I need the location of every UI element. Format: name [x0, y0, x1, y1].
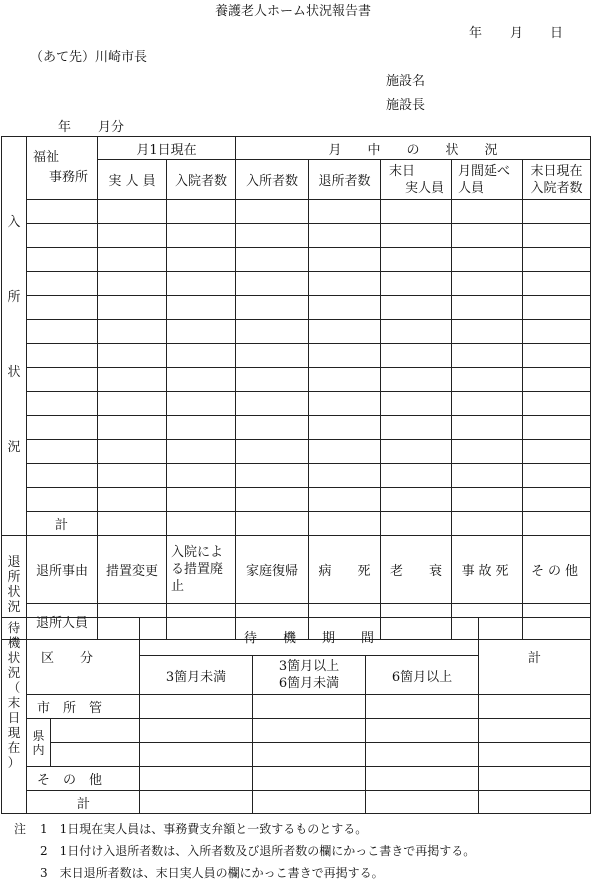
reason-hospital-abolition: 入院による措置廃止 — [167, 536, 236, 604]
table-row — [2, 296, 591, 320]
col-end-actual: 末日 実人員 — [381, 160, 452, 200]
col-discharged: 退所者数 — [309, 160, 381, 200]
row-city-jurisdiction: 市 所 管 — [27, 695, 140, 719]
reason-old-age: 老 衰 — [381, 536, 452, 604]
office-header: 福祉 事務所 — [27, 137, 98, 200]
reason-accident-death: 事故死 — [452, 536, 523, 604]
date-day-label: 日 — [550, 26, 564, 41]
discharge-reason-label: 退所事由 — [27, 536, 98, 604]
facility-name-label: 施設名 — [386, 74, 426, 89]
note-item-3: 3 末日退所者数は、末日実人員の欄にかっこ書きで再掲する。 — [40, 866, 384, 880]
waiting-category-header: 区 分 — [27, 618, 140, 695]
table-row — [2, 320, 591, 344]
period-under-3-months: 3箇月未満 — [140, 656, 253, 695]
addressee: （あて先）川崎市長 — [30, 50, 148, 65]
facility-head-label: 施設長 — [386, 98, 426, 113]
col-actual-people: 実 人 員 — [98, 160, 167, 200]
col-total-person-days: 月間延べ 人員 — [452, 160, 523, 200]
reason-other: その他 — [523, 536, 591, 604]
discharge-people-label: 退所人員 — [27, 604, 98, 640]
date-year-label: 年 — [469, 26, 483, 41]
row-other: そ の 他 — [27, 767, 140, 791]
waiting-table — [1, 617, 591, 814]
table-row — [2, 224, 591, 248]
col-end-hospitalized: 末日現在 入院者数 — [523, 160, 591, 200]
period-3-to-6-months: 3箇月以上 6箇月未満 — [253, 656, 366, 695]
notes-prefix: 注 — [14, 822, 27, 836]
table-row — [2, 488, 591, 512]
reason-return-home: 家庭復帰 — [236, 536, 309, 604]
admission-side-label: 入 所 状 況 — [2, 137, 27, 536]
admission-total-label: 計 — [27, 512, 98, 536]
waiting-side-label: 待 機 状 況 （ 末 日 現 在 ） — [2, 618, 27, 814]
first-day-group-header: 月1日現在 — [98, 137, 236, 160]
table-row — [2, 272, 591, 296]
discharge-side-label: 退 所 状 況 — [2, 536, 27, 640]
table-row — [2, 440, 591, 464]
waiting-total-header: 計 — [479, 618, 591, 695]
period-year-label: 年 — [58, 120, 72, 135]
note-item-2: 2 1日付け入退所者数は、入所者数及び退所者数の欄にかっこ書きで再掲する。 — [40, 844, 476, 858]
page-title: 養護老人ホーム状況報告書 — [215, 4, 372, 19]
row-total: 計 — [27, 791, 140, 814]
table-row — [2, 344, 591, 368]
period-over-6-months: 6箇月以上 — [366, 656, 479, 695]
waiting-period-header: 待 機 期 間 — [140, 618, 479, 656]
table-row — [2, 368, 591, 392]
table-row — [2, 464, 591, 488]
table-row — [2, 200, 591, 224]
table-row — [2, 416, 591, 440]
admission-total-row — [2, 512, 591, 536]
table-row — [2, 248, 591, 272]
col-admitted: 入所者数 — [236, 160, 309, 200]
period-month-label: 月分 — [98, 120, 125, 135]
admission-discharge-table — [1, 136, 591, 640]
note-item-1: 1 1日現在実人員は、事務費支弁額と一致するものとする。 — [40, 822, 368, 836]
reason-illness-death: 病 死 — [309, 536, 381, 604]
col-hospitalized: 入院者数 — [167, 160, 236, 200]
table-row — [2, 392, 591, 416]
row-prefecture: 県内 — [27, 719, 51, 767]
month-status-group-header: 月 中 の 状 況 — [236, 137, 591, 160]
reason-measure-change: 措置変更 — [98, 536, 167, 604]
date-month-label: 月 — [510, 26, 524, 41]
